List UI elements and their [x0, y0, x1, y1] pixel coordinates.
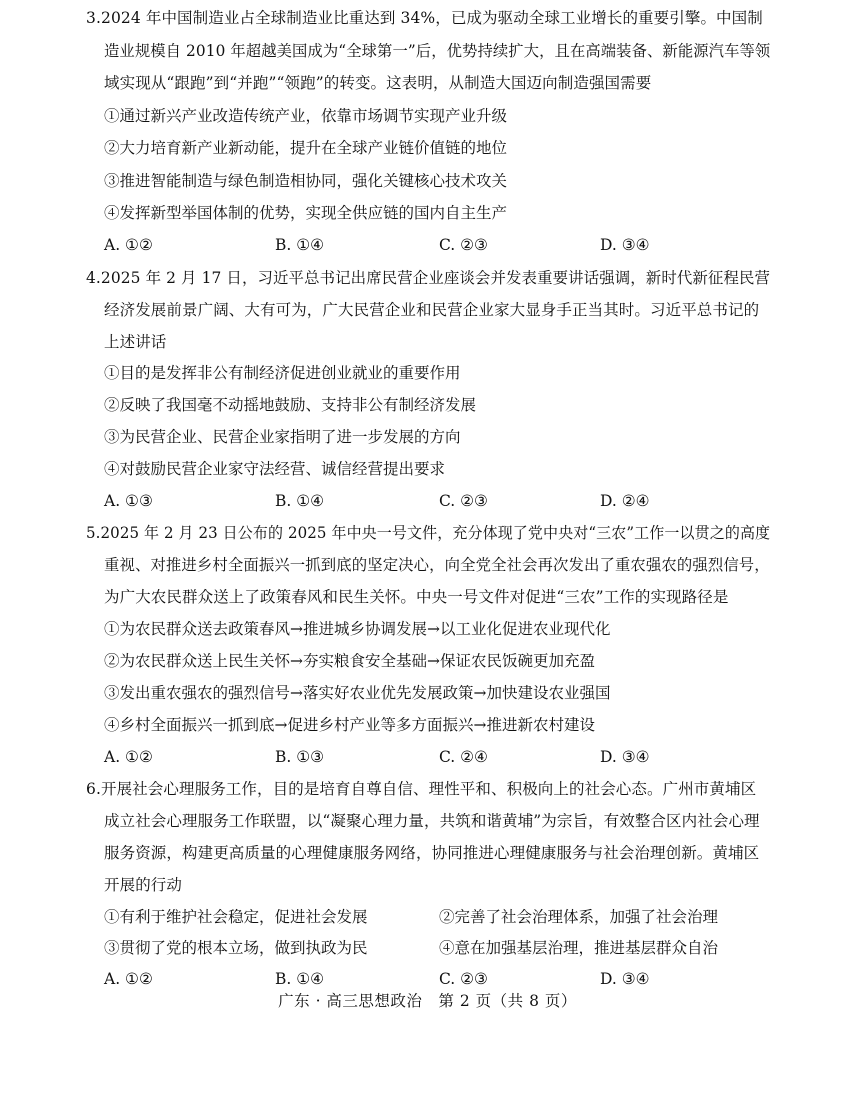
answer-choice-c: C. ②③ — [439, 492, 488, 510]
answer-choice-d: D. ③④ — [600, 970, 650, 988]
statement-option: ③为民营企业、民营企业家指明了进一步发展的方向 — [104, 428, 461, 446]
question-stem-line: 造业规模自 2010 年超越美国成为“全球第一”后，优势持续扩大，且在高端装备、新能源汽车等领 — [104, 42, 771, 60]
statement-option: ①目的是发挥非公有制经济促进创业就业的重要作用 — [104, 364, 461, 382]
answer-choice-d: D. ②④ — [600, 492, 650, 510]
answer-choice-a: A. ①② — [104, 748, 153, 766]
statement-option: ②为农民群众送上民生关怀→夯实粮食安全基础→保证农民饭碗更加充盈 — [104, 652, 595, 670]
question-stem-line: 开展的行动 — [104, 876, 183, 894]
answer-choice-b: B. ①④ — [275, 492, 325, 510]
statement-option: ②完善了社会治理体系，加强了社会治理 — [439, 908, 719, 926]
statement-option: ①通过新兴产业改造传统产业，依靠市场调节实现产业升级 — [104, 107, 508, 125]
statement-option: ②大力培育新产业新动能，提升在全球产业链价值链的地位 — [104, 139, 508, 157]
answer-choice-d: D. ③④ — [600, 236, 650, 254]
answer-choice-a: A. ①③ — [104, 492, 153, 510]
statement-option: ④发挥新型举国体制的优势，实现全供应链的国内自主生产 — [104, 204, 508, 222]
question-stem-line: 为广大农民群众送上了政策春风和民生关怀。中央一号文件对促进“三农”工作的实现路径是 — [104, 588, 729, 606]
answer-choice-a: A. ①② — [104, 970, 153, 988]
question-stem-line: 4.2025 年 2 月 17 日，习近平总书记出席民营企业座谈会并发表重要讲话强调，新时代新征程民营 — [86, 269, 771, 287]
answer-choice-c: C. ②③ — [439, 236, 488, 254]
question-stem-line: 3.2024 年中国制造业占全球制造业比重达到 34%，已成为驱动全球工业增长的重要引擎。中国制 — [86, 9, 763, 27]
statement-option: ④对鼓励民营企业家守法经营、诚信经营提出要求 — [104, 460, 446, 478]
answer-choice-b: B. ①③ — [275, 748, 325, 766]
page-footer: 广东 · 高三思想政治 第 2 页（共 8 页） — [278, 992, 577, 1010]
statement-option: ②反映了我国毫不动摇地鼓励、支持非公有制经济发展 — [104, 396, 477, 414]
question-stem-line: 5.2025 年 2 月 23 日公布的 2025 年中央一号文件，充分体现了党中央对“三农”工作一以贯之的高度 — [86, 524, 771, 542]
answer-choice-d: D. ③④ — [600, 748, 650, 766]
statement-option: ④意在加强基层治理，推进基层群众自治 — [439, 939, 719, 957]
statement-option: ①为农民群众送去政策春风→推进城乡协调发展→以工业化促进农业现代化 — [104, 620, 611, 638]
statement-option: ③推进智能制造与绿色制造相协同，强化关键核心技术攻关 — [104, 172, 508, 190]
statement-option: ①有利于维护社会稳定，促进社会发展 — [104, 908, 368, 926]
question-stem-line: 成立社会心理服务工作联盟，以“凝聚心理力量，共筑和谐黄埔”为宗旨，有效整合区内社会心理 — [104, 812, 760, 830]
question-stem-line: 重视、对推进乡村全面振兴一抓到底的坚定决心，向全党全社会再次发出了重农强农的强烈信号， — [104, 556, 770, 574]
answer-choice-a: A. ①② — [104, 236, 153, 254]
answer-choice-b: B. ①④ — [275, 970, 325, 988]
question-stem-line: 6.开展社会心理服务工作，目的是培育自尊自信、理性平和、积极向上的社会心态。广州市黄埔区 — [86, 780, 757, 798]
question-stem-line: 经济发展前景广阔、大有可为，广大民营企业和民营企业家大显身手正当其时。习近平总书记的 — [104, 301, 760, 319]
question-stem-line: 服务资源，构建更高质量的心理健康服务网络，协同推进心理健康服务与社会治理创新。黄埔区 — [104, 844, 760, 862]
statement-option: ③发出重农强农的强烈信号→落实好农业优先发展政策→加快建设农业强国 — [104, 684, 611, 702]
answer-choice-c: C. ②④ — [439, 748, 488, 766]
answer-choice-b: B. ①④ — [275, 236, 325, 254]
statement-option: ③贯彻了党的根本立场，做到执政为民 — [104, 939, 368, 957]
question-stem-line: 上述讲话 — [104, 333, 167, 351]
statement-option: ④乡村全面振兴一抓到底→促进乡村产业等多方面振兴→推进新农村建设 — [104, 716, 595, 734]
answer-choice-c: C. ②③ — [439, 970, 488, 988]
question-stem-line: 域实现从“跟跑”到“并跑”“领跑”的转变。这表明，从制造大国迈向制造强国需要 — [104, 74, 652, 92]
